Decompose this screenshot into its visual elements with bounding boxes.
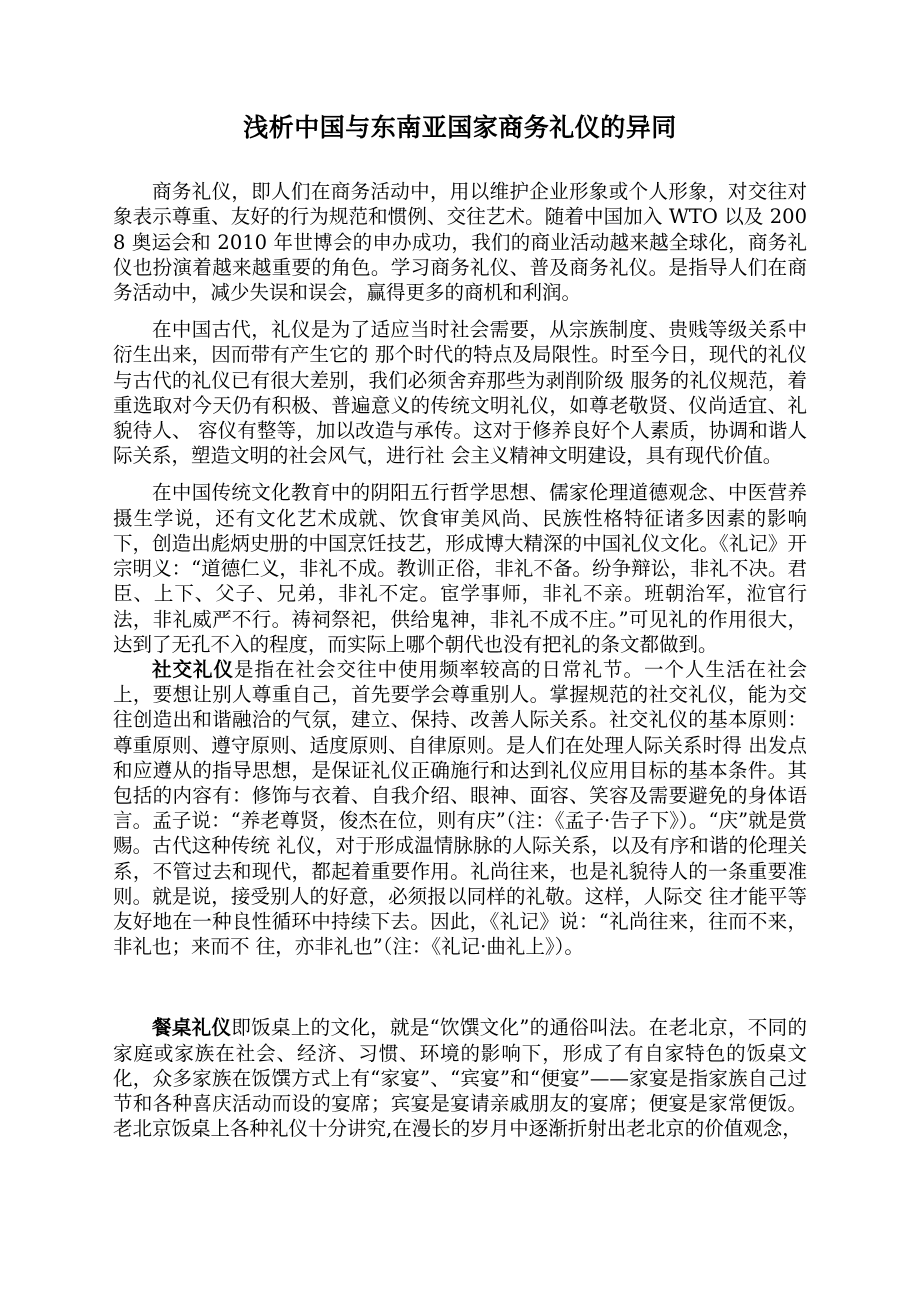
page-title: 浅析中国与东南亚国家商务礼仪的异同 <box>243 113 677 142</box>
paragraph-text: 商务礼仪，即人们在商务活动中，用以维护企业形象或个人形象，对交往对象表示尊重、友好的行为规范和惯例、交往艺术。随着中国加入 WTO 以及 2008 奥运会和 2010 年世博会的申办成功，我们的商业活动越来越全球化，商务礼仪也扮演着越来越重要的角色。学习商务礼仪、普及商务礼仪。是指导人们在商务活动中，减少失误和误会，赢得更多的商机和利润。 <box>113 180 807 305</box>
paragraph-text: 在中国传统文化教育中的阴阳五行哲学思想、儒家伦理道德观念、中医营养摄生学说，还有文化艺术成就、饮食审美风尚、民族性格特征诸多因素的影响下，创造出彪炳史册的中国烹饪技艺，形成博大精深的中国礼仪文化。《礼记》开宗明义：“道德仁义，非礼不成。教训正俗，非礼不备。纷争辩讼，非礼不决。君臣、上下、父子、兄弟，非礼不定。宦学事师，非礼不亲。班朝治军，涖官行法，非礼威严不行。祷祠祭祀，供给鬼神，非礼不成不庄。”可见礼的作用很大，达到了无孔不入的程度，而实际上哪个朝代也没有把礼的条文都做到。 <box>113 481 807 656</box>
paragraph-social-etiquette <box>113 657 807 959</box>
paragraph-traditional-culture <box>113 480 807 656</box>
paragraph-lead-term: 餐桌礼仪 <box>152 1016 232 1040</box>
paragraph-text: 即饭桌上的文化，就是“饮馔文化”的通俗叫法。在老北京，不同的家庭或家族在社会、经济、习惯、环境的影响下，形成了有自家特色的饭桌文化，众多家族在饭馔方式上有“家宴”、“宾宴”和“便宴”——家宴是指家族自己过节和各种喜庆活动而设的宴席；宾宴是宴请亲戚朋友的宴席；便宴是家常便饭。老北京饭桌上各种礼仪十分讲究,在漫长的岁月中逐渐折射出老北京的价值观念， <box>113 1016 807 1141</box>
paragraph-text: 是指在社会交往中使用频率较高的日常礼节。一个人生活在社会上，要想让别人尊重自己，首先要学会尊重别人。掌握规范的社交礼仪，能为交往创造出和谐融洽的气氛，建立、保持、改善人际关系。社交礼仪的基本原则：尊重原则、遵守原则、适度原则、自律原则。是人们在处理人际关系时得 出发点和应遵从的指导思想，是保证礼仪正确施行和达到礼仪应用目标的基本条件。其包括的内容有：修饰与衣着、自我介绍、眼神、面容、笑容及需要避免的身体语言。孟子说：“养老尊贤，俊杰在位，则有庆”（注：《孟子·告子下》）。“庆”就是赏赐。古代这种传统 礼仪，对于形成温情脉脉的人际关系，以及有序和谐的伦理关系，不管过去和现代，都起着重要作用。礼尚往来，也是礼貌待人的一条重要准则。就是说，接受别人的好意，必须报以同样的礼敬。这样，人际交 往才能平等友好地在一种良性循环中持续下去。因此，《礼记》说：“礼尚往来，往而不来，非礼也；来而不 往，亦非礼也”（注：《礼记·曲礼上》）。 <box>113 657 807 959</box>
paragraph-ancient-etiquette <box>113 317 807 468</box>
document-content <box>113 0 807 1141</box>
document-body <box>113 143 807 1141</box>
paragraph-intro <box>113 179 807 305</box>
paragraph-table-etiquette <box>113 1015 807 1141</box>
paragraph-lead-term: 社交礼仪 <box>152 657 234 681</box>
paragraph-text: 在中国古代，礼仪是为了适应当时社会需要，从宗族制度、贵贱等级关系中衍生出来，因而带有产生它的 那个时代的特点及局限性。时至今日，现代的礼仪与古代的礼仪已有很大差别，我们必须舍弃那些为剥削阶级 服务的礼仪规范，着重选取对今天仍有积极、普遍意义的传统文明礼仪，如尊老敬贤、仪尚适宜、礼貌待人、 容仪有整等，加以改造与承传。这对于修养良好个人素质，协调和谐人际关系，塑造文明的社会风气，进行社 会主义精神文明建设，具有现代价值。 <box>113 318 807 468</box>
